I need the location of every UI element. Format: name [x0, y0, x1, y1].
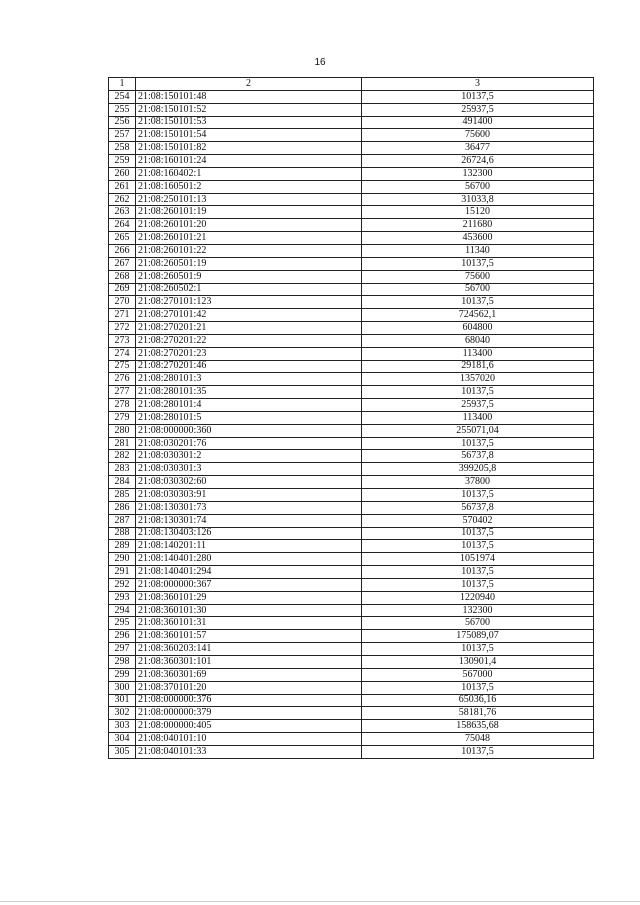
table-row: [109, 180, 594, 193]
cadastral-value-cell: 58181,76: [362, 707, 594, 720]
cadastral-number-cell: 21:08:270201:21: [136, 322, 362, 335]
cadastral-number-cell: 21:08:000000:379: [136, 707, 362, 720]
table-row: [109, 270, 594, 283]
cadastral-value-cell: 130901,4: [362, 655, 594, 668]
table-row: [109, 386, 594, 399]
cadastral-number-cell: 21:08:160101:24: [136, 155, 362, 168]
table-row: [109, 296, 594, 309]
row-number-cell: 297: [109, 643, 136, 656]
cadastral-number-cell: 21:08:360101:30: [136, 604, 362, 617]
page-number: 16: [314, 57, 326, 68]
cadastral-number-cell: 21:08:150101:52: [136, 103, 362, 116]
cadastral-number-cell: 21:08:030301:2: [136, 450, 362, 463]
cadastral-value-cell: 56737,8: [362, 501, 594, 514]
cadastral-value-cell: 604800: [362, 322, 594, 335]
table-row: [109, 463, 594, 476]
cadastral-value-cell: 31033,8: [362, 193, 594, 206]
cadastral-number-cell: 21:08:000000:360: [136, 424, 362, 437]
cadastral-value-cell: 65036,16: [362, 694, 594, 707]
cadastral-value-cell: 10137,5: [362, 296, 594, 309]
cadastral-number-cell: 21:08:360203:141: [136, 643, 362, 656]
row-number-cell: 286: [109, 501, 136, 514]
row-number-cell: 274: [109, 347, 136, 360]
table-row: [109, 643, 594, 656]
cadastral-value-cell: 570402: [362, 514, 594, 527]
table-row: [109, 501, 594, 514]
row-number-cell: 265: [109, 232, 136, 245]
row-number-cell: 298: [109, 655, 136, 668]
row-number-cell: 291: [109, 566, 136, 579]
cadastral-number-cell: 21:08:360101:57: [136, 630, 362, 643]
row-number-cell: 292: [109, 578, 136, 591]
cadastral-value-cell: 175089,07: [362, 630, 594, 643]
cadastral-number-cell: 21:08:260101:20: [136, 219, 362, 232]
table-row: [109, 527, 594, 540]
row-number-cell: 288: [109, 527, 136, 540]
table-row: [109, 553, 594, 566]
row-number-cell: 266: [109, 244, 136, 257]
table-row: [109, 347, 594, 360]
row-number-cell: 303: [109, 720, 136, 733]
table-row: [109, 707, 594, 720]
row-number-cell: 260: [109, 167, 136, 180]
cadastral-number-cell: 21:08:040101:10: [136, 733, 362, 746]
column-header-3: 3: [362, 78, 594, 91]
column-header-1: 1: [109, 78, 136, 91]
cadastral-number-cell: 21:08:260101:22: [136, 244, 362, 257]
row-number-cell: 267: [109, 257, 136, 270]
cadastral-value-cell: 10137,5: [362, 745, 594, 758]
cadastral-number-cell: 21:08:150101:48: [136, 90, 362, 103]
row-number-cell: 277: [109, 386, 136, 399]
row-number-cell: 304: [109, 733, 136, 746]
cadastral-value-cell: 10137,5: [362, 540, 594, 553]
cadastral-value-cell: 491400: [362, 116, 594, 129]
table-row: [109, 668, 594, 681]
cadastral-number-cell: 21:08:270101:123: [136, 296, 362, 309]
cadastral-number-cell: 21:08:360101:31: [136, 617, 362, 630]
table-row: [109, 578, 594, 591]
table-row: [109, 309, 594, 322]
cadastral-number-cell: 21:08:030301:3: [136, 463, 362, 476]
table-row: [109, 489, 594, 502]
row-number-cell: 299: [109, 668, 136, 681]
row-number-cell: 282: [109, 450, 136, 463]
row-number-cell: 269: [109, 283, 136, 296]
cadastral-number-cell: 21:08:260101:21: [136, 232, 362, 245]
cadastral-number-cell: 21:08:270201:22: [136, 334, 362, 347]
cadastral-value-cell: 10137,5: [362, 489, 594, 502]
cadastral-number-cell: 21:08:160501:2: [136, 180, 362, 193]
page-edge-divider: [0, 901, 640, 902]
table-row: [109, 604, 594, 617]
column-header-2: 2: [136, 78, 362, 91]
cadastral-value-cell: 10137,5: [362, 527, 594, 540]
row-number-cell: 281: [109, 437, 136, 450]
table-row: [109, 129, 594, 142]
cadastral-value-cell: 10137,5: [362, 566, 594, 579]
table-row: [109, 476, 594, 489]
table-row: [109, 694, 594, 707]
cadastral-number-cell: 21:08:270201:23: [136, 347, 362, 360]
row-number-cell: 283: [109, 463, 136, 476]
cadastral-value-cell: 1220940: [362, 591, 594, 604]
table-row: [109, 745, 594, 758]
row-number-cell: 289: [109, 540, 136, 553]
row-number-cell: 268: [109, 270, 136, 283]
cadastral-number-cell: 21:08:150101:54: [136, 129, 362, 142]
table-row: [109, 720, 594, 733]
row-number-cell: 276: [109, 373, 136, 386]
cadastral-value-cell: 11340: [362, 244, 594, 257]
row-number-cell: 278: [109, 399, 136, 412]
cadastral-number-cell: 21:08:130403:126: [136, 527, 362, 540]
cadastral-value-cell: 1357020: [362, 373, 594, 386]
cadastral-value-cell: 255071,04: [362, 424, 594, 437]
cadastral-value-cell: 68040: [362, 334, 594, 347]
row-number-cell: 290: [109, 553, 136, 566]
table-row: [109, 514, 594, 527]
cadastral-number-cell: 21:08:270101:42: [136, 309, 362, 322]
cadastral-value-cell: 26724,6: [362, 155, 594, 168]
table-row: [109, 232, 594, 245]
row-number-cell: 264: [109, 219, 136, 232]
row-number-cell: 263: [109, 206, 136, 219]
row-number-cell: 254: [109, 90, 136, 103]
cadastral-value-cell: 75048: [362, 733, 594, 746]
table-row: [109, 142, 594, 155]
cadastral-value-cell: 158635,68: [362, 720, 594, 733]
cadastral-value-cell: 15120: [362, 206, 594, 219]
cadastral-value-cell: 113400: [362, 411, 594, 424]
cadastral-number-cell: 21:08:260501:19: [136, 257, 362, 270]
cadastral-number-cell: 21:08:030302:60: [136, 476, 362, 489]
cadastral-number-cell: 21:08:280101:5: [136, 411, 362, 424]
cadastral-number-cell: 21:08:260101:19: [136, 206, 362, 219]
table-row: [109, 437, 594, 450]
row-number-cell: 305: [109, 745, 136, 758]
cadastral-value-cell: 113400: [362, 347, 594, 360]
cadastral-number-cell: 21:08:140401:280: [136, 553, 362, 566]
table-row: [109, 334, 594, 347]
table-header-row: [109, 78, 594, 91]
cadastral-value-cell: 453600: [362, 232, 594, 245]
cadastral-number-cell: 21:08:150101:53: [136, 116, 362, 129]
cadastral-number-cell: 21:08:360301:69: [136, 668, 362, 681]
row-number-cell: 284: [109, 476, 136, 489]
table-row: [109, 411, 594, 424]
cadastral-value-cell: 10137,5: [362, 386, 594, 399]
cadastral-value-cell: 56700: [362, 617, 594, 630]
table-row: [109, 681, 594, 694]
cadastral-value-cell: 10137,5: [362, 681, 594, 694]
table-row: [109, 167, 594, 180]
cadastral-number-cell: 21:08:150101:82: [136, 142, 362, 155]
cadastral-number-cell: 21:08:000000:405: [136, 720, 362, 733]
cadastral-value-cell: 10137,5: [362, 90, 594, 103]
table-row: [109, 450, 594, 463]
cadastral-value-cell: 56700: [362, 283, 594, 296]
cadastral-value-cell: 132300: [362, 604, 594, 617]
cadastral-value-cell: 25937,5: [362, 103, 594, 116]
table-row: [109, 244, 594, 257]
cadastral-value-cell: 10137,5: [362, 643, 594, 656]
cadastral-value-cell: 75600: [362, 129, 594, 142]
cadastral-value-cell: 56700: [362, 180, 594, 193]
table-row: [109, 540, 594, 553]
cadastral-number-cell: 21:08:140401:294: [136, 566, 362, 579]
row-number-cell: 301: [109, 694, 136, 707]
cadastral-number-cell: 21:08:030303:91: [136, 489, 362, 502]
cadastral-number-cell: 21:08:130301:73: [136, 501, 362, 514]
cadastral-number-cell: 21:08:280101:3: [136, 373, 362, 386]
row-number-cell: 296: [109, 630, 136, 643]
cadastral-number-cell: 21:08:160402:1: [136, 167, 362, 180]
cadastral-number-cell: 21:08:130301:74: [136, 514, 362, 527]
cadastral-value-cell: 10137,5: [362, 257, 594, 270]
row-number-cell: 273: [109, 334, 136, 347]
table-row: [109, 283, 594, 296]
row-number-cell: 293: [109, 591, 136, 604]
table-row: [109, 219, 594, 232]
row-number-cell: 275: [109, 360, 136, 373]
row-number-cell: 272: [109, 322, 136, 335]
table-row: [109, 360, 594, 373]
cadastral-value-cell: 1051974: [362, 553, 594, 566]
table-row: [109, 193, 594, 206]
cadastral-value-cell: 399205,8: [362, 463, 594, 476]
row-number-cell: 285: [109, 489, 136, 502]
cadastral-value-cell: 25937,5: [362, 399, 594, 412]
cadastral-number-cell: 21:08:000000:367: [136, 578, 362, 591]
row-number-cell: 280: [109, 424, 136, 437]
table-row: [109, 630, 594, 643]
cadastral-number-cell: 21:08:370101:20: [136, 681, 362, 694]
row-number-cell: 300: [109, 681, 136, 694]
table-row: [109, 103, 594, 116]
row-number-cell: 302: [109, 707, 136, 720]
cadastral-number-cell: 21:08:360101:29: [136, 591, 362, 604]
table-body: [109, 90, 594, 758]
row-number-cell: 279: [109, 411, 136, 424]
row-number-cell: 261: [109, 180, 136, 193]
cadastral-number-cell: 21:08:040101:33: [136, 745, 362, 758]
cadastral-number-cell: 21:08:140201:11: [136, 540, 362, 553]
row-number-cell: 295: [109, 617, 136, 630]
table-row: [109, 591, 594, 604]
table-row: [109, 90, 594, 103]
cadastral-number-cell: 21:08:000000:376: [136, 694, 362, 707]
cadastral-value-cell: 37800: [362, 476, 594, 489]
table-row: [109, 373, 594, 386]
cadastral-number-cell: 21:08:260502:1: [136, 283, 362, 296]
row-number-cell: 255: [109, 103, 136, 116]
table-row: [109, 116, 594, 129]
row-number-cell: 258: [109, 142, 136, 155]
cadastral-value-cell: 10137,5: [362, 437, 594, 450]
row-number-cell: 256: [109, 116, 136, 129]
table-row: [109, 424, 594, 437]
cadastral-value-cell: 75600: [362, 270, 594, 283]
table-row: [109, 617, 594, 630]
cadastral-value-cell: 567000: [362, 668, 594, 681]
table-row: [109, 257, 594, 270]
table-row: [109, 155, 594, 168]
cadastral-number-cell: 21:08:250101:13: [136, 193, 362, 206]
row-number-cell: 257: [109, 129, 136, 142]
table-row: [109, 566, 594, 579]
row-number-cell: 262: [109, 193, 136, 206]
cadastral-number-cell: 21:08:270201:46: [136, 360, 362, 373]
row-number-cell: 271: [109, 309, 136, 322]
cadastral-value-table: [108, 77, 594, 759]
cadastral-number-cell: 21:08:260501:9: [136, 270, 362, 283]
cadastral-value-cell: 211680: [362, 219, 594, 232]
cadastral-value-cell: 10137,5: [362, 578, 594, 591]
row-number-cell: 270: [109, 296, 136, 309]
cadastral-value-cell: 36477: [362, 142, 594, 155]
row-number-cell: 294: [109, 604, 136, 617]
table-row: [109, 206, 594, 219]
table-row: [109, 655, 594, 668]
table-row: [109, 322, 594, 335]
cadastral-value-cell: 29181,6: [362, 360, 594, 373]
cadastral-value-cell: 724562,1: [362, 309, 594, 322]
cadastral-number-cell: 21:08:360301:101: [136, 655, 362, 668]
row-number-cell: 259: [109, 155, 136, 168]
cadastral-number-cell: 21:08:280101:35: [136, 386, 362, 399]
row-number-cell: 287: [109, 514, 136, 527]
table-row: [109, 733, 594, 746]
cadastral-value-cell: 56737,8: [362, 450, 594, 463]
table-row: [109, 399, 594, 412]
cadastral-number-cell: 21:08:280101:4: [136, 399, 362, 412]
cadastral-number-cell: 21:08:030201:76: [136, 437, 362, 450]
cadastral-value-cell: 132300: [362, 167, 594, 180]
